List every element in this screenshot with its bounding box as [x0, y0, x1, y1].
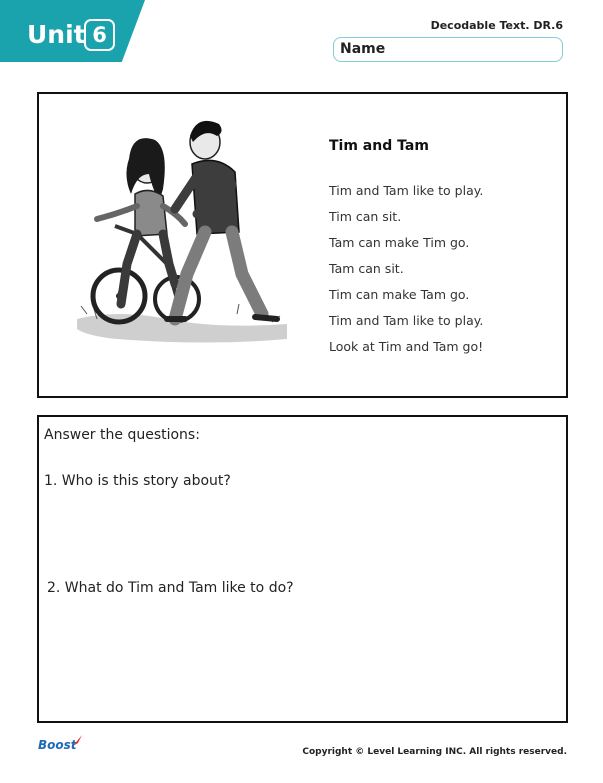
story-line: Tam can make Tim go.	[329, 235, 470, 250]
unit-number-badge: 6	[84, 19, 115, 51]
boost-logo: Boost	[38, 738, 77, 752]
name-field[interactable]	[333, 37, 563, 62]
story-line: Tim can make Tam go.	[329, 287, 470, 302]
question-2: 2. What do Tim and Tam like to do?	[47, 580, 294, 596]
story-title: Tim and Tam	[329, 138, 429, 154]
story-line: Tim can sit.	[329, 209, 402, 224]
name-label: Name	[340, 41, 386, 57]
story-line: Tim and Tam like to play.	[329, 313, 484, 328]
document-code: Decodable Text. DR.6	[430, 19, 563, 32]
bicycle-illustration	[57, 114, 299, 354]
questions-heading: Answer the questions:	[44, 427, 200, 443]
story-panel	[37, 92, 568, 398]
story-line: Tim and Tam like to play.	[329, 183, 484, 198]
questions-panel[interactable]	[37, 415, 568, 723]
story-line: Look at Tim and Tam go!	[329, 339, 484, 354]
boost-check-icon	[72, 734, 84, 748]
unit-label: Unit	[27, 20, 86, 49]
question-1: 1. Who is this story about?	[44, 473, 231, 489]
story-text	[329, 182, 483, 364]
story-line: Tam can sit.	[329, 261, 404, 276]
copyright-text: Copyright © Level Learning INC. All rights reserved.	[302, 747, 567, 757]
